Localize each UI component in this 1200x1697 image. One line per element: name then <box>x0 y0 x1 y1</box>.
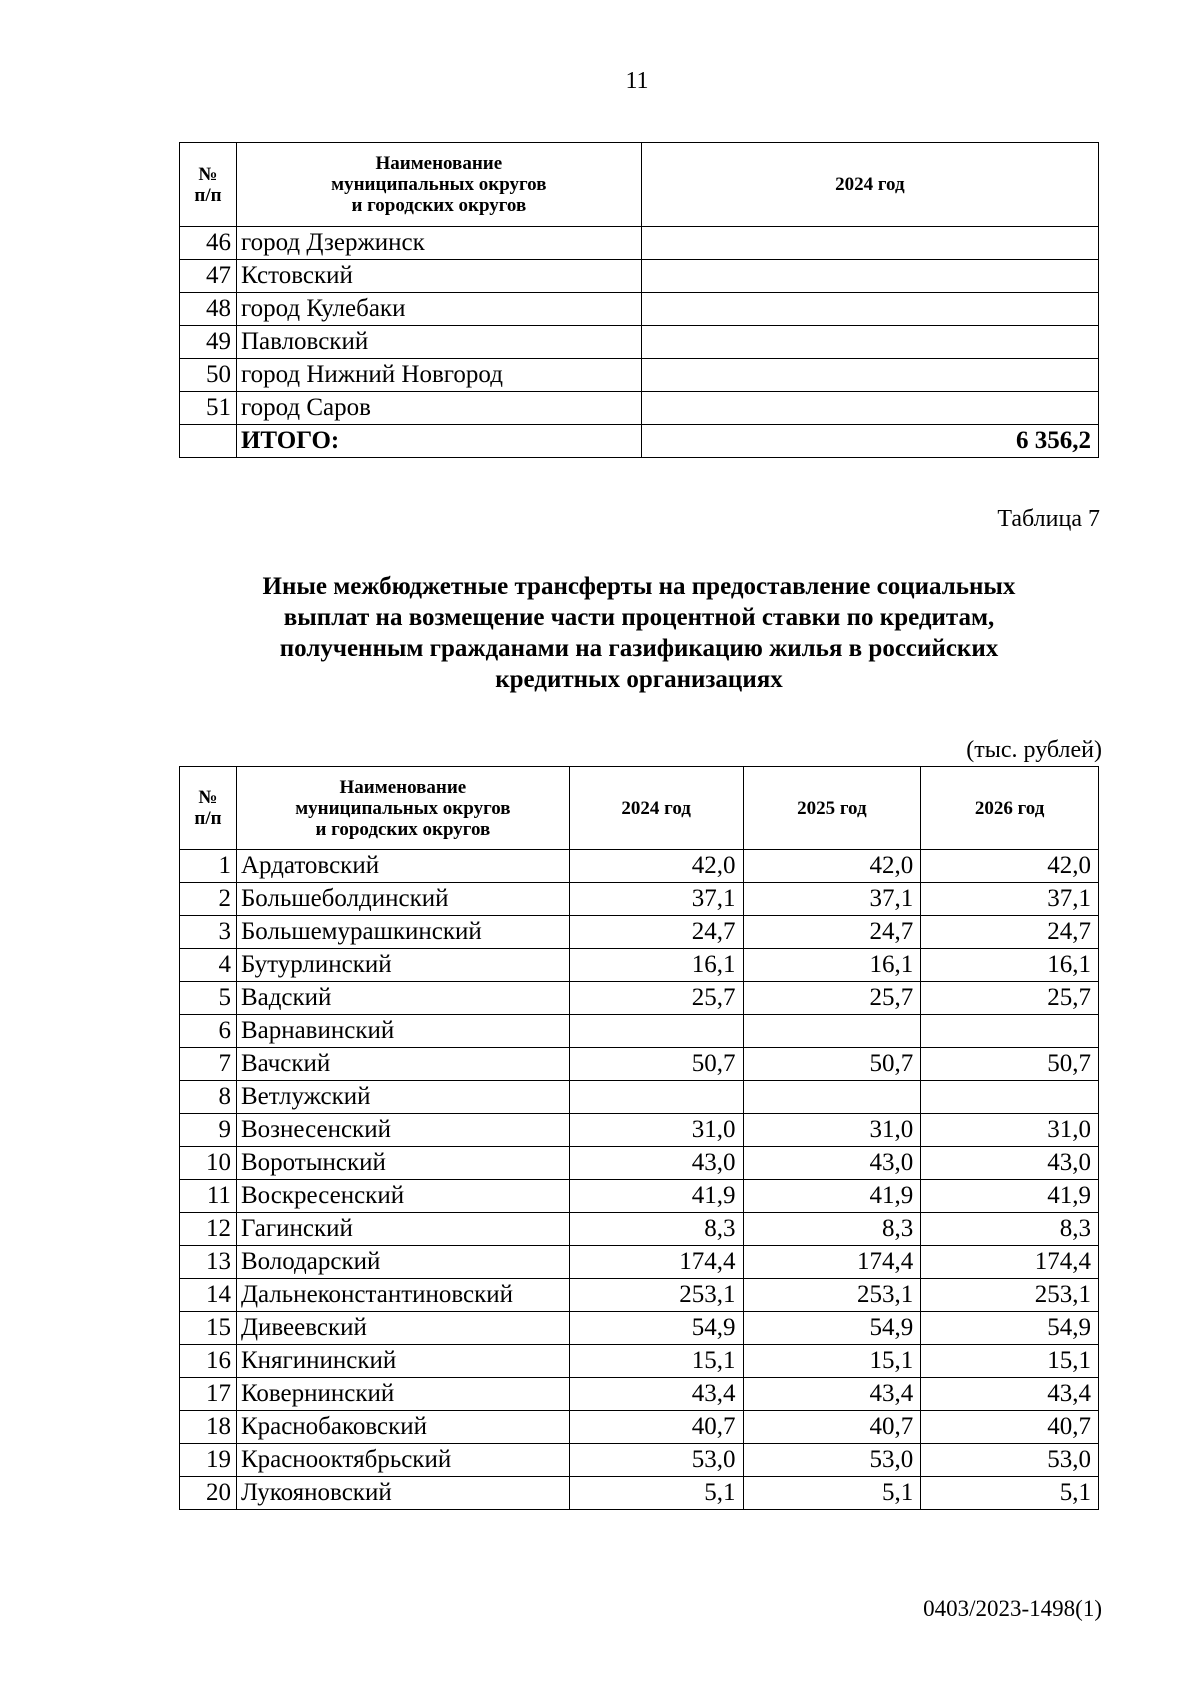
row-value-2025: 8,3 <box>743 1213 921 1246</box>
row-value-2026: 53,0 <box>921 1444 1099 1477</box>
table-main <box>179 766 1099 1510</box>
section-title-line: кредитных организациях <box>495 666 783 693</box>
table-row <box>180 1444 1099 1477</box>
row-name: Княгининский <box>236 1345 569 1378</box>
row-value-2024 <box>641 293 1098 326</box>
row-value-2026: 54,9 <box>921 1312 1099 1345</box>
header-name-line: муниципальных округов <box>295 797 511 819</box>
table-row <box>180 260 1099 293</box>
table-row <box>180 1378 1099 1411</box>
header-number-line: № <box>198 163 218 185</box>
row-name: Вачский <box>236 1048 569 1081</box>
row-number: 6 <box>180 1015 237 1048</box>
row-value-2026: 37,1 <box>921 883 1099 916</box>
table-row <box>180 850 1099 883</box>
table-row <box>180 227 1099 260</box>
table-top-continuation <box>179 142 1099 458</box>
row-name: Ковернинский <box>236 1378 569 1411</box>
row-name: Ардатовский <box>236 850 569 883</box>
row-value-2024: 24,7 <box>569 916 743 949</box>
row-name: город Нижний Новгород <box>236 359 641 392</box>
row-name: город Саров <box>236 392 641 425</box>
row-number: 15 <box>180 1312 237 1345</box>
table-row <box>180 293 1099 326</box>
row-name: Краснобаковский <box>236 1411 569 1444</box>
row-number: 19 <box>180 1444 237 1477</box>
table-label: Таблица 7 <box>997 506 1100 532</box>
row-value-2026: 31,0 <box>921 1114 1099 1147</box>
row-value-2024 <box>569 1015 743 1048</box>
row-value-2024: 5,1 <box>569 1477 743 1510</box>
row-number: 50 <box>180 359 237 392</box>
header-year-2025: 2025 год <box>743 767 921 850</box>
row-value-2026: 24,7 <box>921 916 1099 949</box>
table-row <box>180 1246 1099 1279</box>
row-value-2024: 40,7 <box>569 1411 743 1444</box>
header-number-line: п/п <box>194 184 222 206</box>
row-value-2025: 16,1 <box>743 949 921 982</box>
table-top-body <box>180 227 1099 425</box>
units-label: (тыс. рублей) <box>966 737 1102 763</box>
row-number: 2 <box>180 883 237 916</box>
row-value-2024: 15,1 <box>569 1345 743 1378</box>
table-row <box>180 1477 1099 1510</box>
row-value-2024: 16,1 <box>569 949 743 982</box>
header-name-line: Наименование <box>375 153 503 174</box>
row-value-2024 <box>641 392 1098 425</box>
row-value-2024 <box>641 326 1098 359</box>
row-name: Вознесенский <box>236 1114 569 1147</box>
row-value-2024: 41,9 <box>569 1180 743 1213</box>
table-row <box>180 392 1099 425</box>
row-number: 20 <box>180 1477 237 1510</box>
table-row <box>180 949 1099 982</box>
row-value-2024: 50,7 <box>569 1048 743 1081</box>
table-row <box>180 1279 1099 1312</box>
row-value-2026: 42,0 <box>921 850 1099 883</box>
header-number <box>180 767 237 850</box>
row-value-2026: 8,3 <box>921 1213 1099 1246</box>
section-title-line: выплат на возмещение части процентной ставки по кредитам, <box>283 604 995 631</box>
row-name: Варнавинский <box>236 1015 569 1048</box>
row-number: 12 <box>180 1213 237 1246</box>
page-number: 11 <box>625 68 649 94</box>
table-row <box>180 1048 1099 1081</box>
row-value-2025: 40,7 <box>743 1411 921 1444</box>
row-name: Дальнеконстантиновский <box>236 1279 569 1312</box>
header-name <box>236 143 641 227</box>
table-top-header-row <box>180 143 1099 227</box>
row-value-2025: 253,1 <box>743 1279 921 1312</box>
row-value-2025: 43,0 <box>743 1147 921 1180</box>
total-value: 6 356,2 <box>641 425 1098 458</box>
table-main-body <box>180 850 1099 1510</box>
table-row <box>180 326 1099 359</box>
row-name: город Дзержинск <box>236 227 641 260</box>
row-number: 13 <box>180 1246 237 1279</box>
row-number: 47 <box>180 260 237 293</box>
table-row <box>180 916 1099 949</box>
table-row <box>180 1180 1099 1213</box>
row-value-2024 <box>641 227 1098 260</box>
document-code: 0403/2023-1498(1) <box>923 1596 1102 1621</box>
row-value-2025: 25,7 <box>743 982 921 1015</box>
section-title-line: Иные межбюджетные трансферты на предоставление социальных <box>262 573 1016 600</box>
row-value-2025: 174,4 <box>743 1246 921 1279</box>
row-value-2025: 50,7 <box>743 1048 921 1081</box>
row-number: 9 <box>180 1114 237 1147</box>
table-row <box>180 1312 1099 1345</box>
table-row <box>180 883 1099 916</box>
row-name: Воротынский <box>236 1147 569 1180</box>
row-value-2025: 53,0 <box>743 1444 921 1477</box>
row-number: 16 <box>180 1345 237 1378</box>
row-value-2024 <box>641 260 1098 293</box>
row-value-2024 <box>569 1081 743 1114</box>
table-row <box>180 359 1099 392</box>
row-value-2026: 25,7 <box>921 982 1099 1015</box>
header-year-2024: 2024 год <box>641 143 1098 227</box>
row-name: Гагинский <box>236 1213 569 1246</box>
row-number: 49 <box>180 326 237 359</box>
row-number: 17 <box>180 1378 237 1411</box>
row-name: Лукояновский <box>236 1477 569 1510</box>
row-value-2026: 50,7 <box>921 1048 1099 1081</box>
header-name-line: муниципальных округов <box>331 174 547 195</box>
table-row <box>180 1411 1099 1444</box>
table-row <box>180 1213 1099 1246</box>
row-value-2026: 5,1 <box>921 1477 1099 1510</box>
row-name: Ветлужский <box>236 1081 569 1114</box>
row-value-2025 <box>743 1081 921 1114</box>
section-title-line: полученным гражданами на газификацию жилья в российских <box>279 635 999 662</box>
row-number: 18 <box>180 1411 237 1444</box>
header-name-line: Наименование <box>339 776 467 798</box>
row-value-2026: 174,4 <box>921 1246 1099 1279</box>
header-name-line: и городских округов <box>351 195 527 216</box>
row-value-2025: 37,1 <box>743 883 921 916</box>
header-year-2026: 2026 год <box>921 767 1099 850</box>
row-name: Воскресенский <box>236 1180 569 1213</box>
row-name: город Кулебаки <box>236 293 641 326</box>
row-value-2024: 43,4 <box>569 1378 743 1411</box>
table-row <box>180 1081 1099 1114</box>
row-value-2026: 43,4 <box>921 1378 1099 1411</box>
section-title <box>179 571 1099 695</box>
row-value-2025: 15,1 <box>743 1345 921 1378</box>
row-value-2026: 43,0 <box>921 1147 1099 1180</box>
row-number: 11 <box>180 1180 237 1213</box>
row-value-2026 <box>921 1081 1099 1114</box>
row-value-2024: 25,7 <box>569 982 743 1015</box>
table-row <box>180 1114 1099 1147</box>
row-number: 3 <box>180 916 237 949</box>
row-number: 48 <box>180 293 237 326</box>
row-value-2024: 253,1 <box>569 1279 743 1312</box>
row-value-2025: 31,0 <box>743 1114 921 1147</box>
header-number-line: № <box>198 787 218 808</box>
row-number: 7 <box>180 1048 237 1081</box>
row-value-2024: 37,1 <box>569 883 743 916</box>
row-name: Володарский <box>236 1246 569 1279</box>
row-value-2024: 42,0 <box>569 850 743 883</box>
row-value-2026: 15,1 <box>921 1345 1099 1378</box>
row-number: 10 <box>180 1147 237 1180</box>
row-value-2025: 54,9 <box>743 1312 921 1345</box>
row-number: 4 <box>180 949 237 982</box>
header-name <box>236 767 569 850</box>
table-row <box>180 1147 1099 1180</box>
row-value-2026 <box>921 1015 1099 1048</box>
header-year-2024: 2024 год <box>569 767 743 850</box>
row-value-2024: 53,0 <box>569 1444 743 1477</box>
row-value-2025 <box>743 1015 921 1048</box>
row-number: 1 <box>180 850 237 883</box>
row-name: Краснооктябрьский <box>236 1444 569 1477</box>
table-main-header-row <box>180 767 1099 850</box>
row-value-2024: 54,9 <box>569 1312 743 1345</box>
row-value-2024: 31,0 <box>569 1114 743 1147</box>
row-value-2025: 24,7 <box>743 916 921 949</box>
table-top-total-row <box>180 425 1099 458</box>
row-value-2026: 16,1 <box>921 949 1099 982</box>
row-number: 46 <box>180 227 237 260</box>
row-number: 14 <box>180 1279 237 1312</box>
row-value-2025: 42,0 <box>743 850 921 883</box>
row-value-2026: 41,9 <box>921 1180 1099 1213</box>
row-value-2024: 174,4 <box>569 1246 743 1279</box>
row-name: Кстовский <box>236 260 641 293</box>
row-value-2025: 5,1 <box>743 1477 921 1510</box>
total-number-cell <box>180 425 237 458</box>
row-value-2024 <box>641 359 1098 392</box>
header-number-line: п/п <box>194 808 222 829</box>
row-name: Дивеевский <box>236 1312 569 1345</box>
row-value-2025: 43,4 <box>743 1378 921 1411</box>
row-name: Большемурашкинский <box>236 916 569 949</box>
table-row <box>180 1345 1099 1378</box>
header-number <box>180 143 237 227</box>
row-value-2026: 253,1 <box>921 1279 1099 1312</box>
row-number: 51 <box>180 392 237 425</box>
row-value-2024: 8,3 <box>569 1213 743 1246</box>
row-number: 5 <box>180 982 237 1015</box>
row-value-2024: 43,0 <box>569 1147 743 1180</box>
row-number: 8 <box>180 1081 237 1114</box>
row-value-2026: 40,7 <box>921 1411 1099 1444</box>
header-name-line: и городских округов <box>315 818 491 840</box>
row-name: Павловский <box>236 326 641 359</box>
table-row <box>180 1015 1099 1048</box>
row-value-2025: 41,9 <box>743 1180 921 1213</box>
total-label: ИТОГО: <box>236 425 641 458</box>
row-name: Большеболдинский <box>236 883 569 916</box>
row-name: Вадский <box>236 982 569 1015</box>
row-name: Бутурлинский <box>236 949 569 982</box>
table-row <box>180 982 1099 1015</box>
